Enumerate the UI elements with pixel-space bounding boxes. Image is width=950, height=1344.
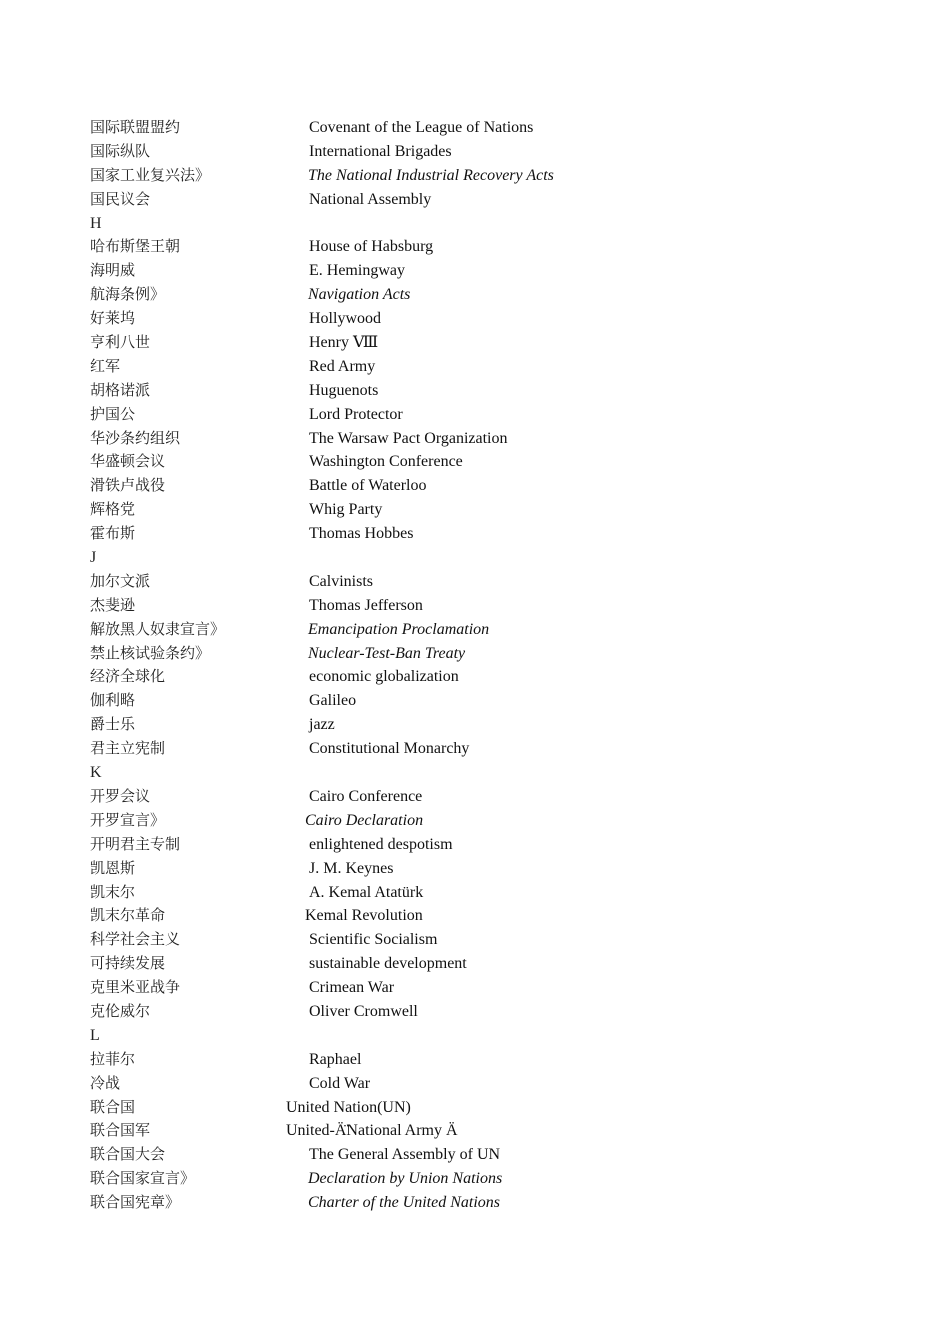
glossary-row — [90, 1191, 850, 1215]
chinese-term: 联合国 — [90, 1097, 136, 1116]
english-term: Declaration by Union Nations — [308, 1170, 503, 1188]
chinese-term: 开罗会议 — [90, 786, 151, 805]
english-term: Hollywood — [309, 310, 381, 328]
chinese-term: 拉菲尔 — [90, 1049, 136, 1068]
english-term: Navigation Acts — [308, 286, 411, 304]
chinese-term: 红军 — [90, 356, 121, 375]
chinese-term: 国家工业复兴法》 — [90, 165, 211, 184]
chinese-term: 经济全球化 — [90, 667, 166, 686]
chinese-term: 开罗宣言》 — [90, 810, 166, 829]
english-term: economic globalization — [309, 668, 459, 686]
section-letter-label: K — [90, 764, 102, 782]
chinese-term: 华沙条约组织 — [90, 428, 181, 447]
section-letter-label: J — [90, 549, 97, 567]
chinese-term: 加尔文派 — [90, 571, 151, 590]
english-term: The General Assembly of UN — [309, 1146, 501, 1164]
english-term: Oliver Cromwell — [309, 1002, 418, 1020]
chinese-term: 霍布斯 — [90, 524, 136, 543]
section-letter — [90, 212, 850, 236]
glossary-row — [90, 689, 850, 713]
glossary-row — [90, 642, 850, 666]
english-term: Crimean War — [309, 979, 395, 997]
chinese-term: 海明威 — [90, 261, 136, 280]
chinese-term: 好莱坞 — [90, 309, 136, 328]
glossary-row — [90, 570, 850, 594]
glossary-row — [90, 833, 850, 857]
chinese-term: 国际纵队 — [90, 141, 151, 160]
chinese-term: 哈布斯堡王朝 — [90, 237, 181, 256]
english-term: Calvinists — [309, 572, 374, 590]
chinese-term: 胡格诺派 — [90, 380, 151, 399]
glossary-row — [90, 952, 850, 976]
english-term: The National Industrial Recovery Acts — [308, 166, 554, 184]
english-term: enlightened despotism — [309, 835, 453, 853]
glossary-row — [90, 1072, 850, 1096]
chinese-term: 克伦威尔 — [90, 1001, 151, 1020]
chinese-term: 伽利略 — [90, 691, 136, 710]
chinese-term: 凯末尔革命 — [90, 906, 166, 925]
english-term: Covenant of the League of Nations — [309, 119, 534, 136]
glossary-row — [90, 594, 850, 618]
glossary-row — [90, 904, 850, 928]
chinese-term: 辉格党 — [90, 500, 136, 519]
glossary-row — [90, 188, 850, 212]
glossary-row — [90, 1167, 850, 1191]
glossary-row — [90, 403, 850, 427]
glossary-row — [90, 785, 850, 809]
glossary-row — [90, 1048, 850, 1072]
glossary-row — [90, 116, 850, 140]
english-term: The Warsaw Pact Organization — [309, 429, 508, 447]
english-term: A. Kemal Atatürk — [309, 883, 424, 901]
english-term: sustainable development — [309, 955, 467, 973]
english-term: House of Habsburg — [309, 238, 434, 256]
glossary-row — [90, 976, 850, 1000]
english-term: Washington Conference — [309, 453, 463, 471]
section-letter-label: L — [90, 1026, 100, 1044]
english-term: Huguenots — [309, 381, 379, 399]
glossary-row — [90, 737, 850, 761]
glossary-row — [90, 331, 850, 355]
glossary-row — [90, 355, 850, 379]
english-term: Thomas Hobbes — [309, 525, 414, 543]
chinese-term: 滑铁卢战役 — [90, 476, 166, 495]
english-term: jazz — [309, 716, 335, 734]
glossary-row — [90, 450, 850, 474]
chinese-term: 开明君主专制 — [90, 834, 181, 853]
section-letter — [90, 1024, 850, 1048]
chinese-term: 亨利八世 — [90, 333, 151, 352]
glossary-list — [90, 116, 850, 1215]
chinese-term: 航海条例》 — [90, 285, 166, 304]
chinese-term: 国际联盟盟约 — [90, 118, 181, 136]
english-term: Battle of Waterloo — [309, 477, 427, 495]
english-term: Cairo Declaration — [305, 811, 424, 829]
english-term: J. M. Keynes — [309, 859, 394, 877]
glossary-row — [90, 928, 850, 952]
english-term: Emancipation Proclamation — [308, 620, 490, 638]
english-term: Cold War — [309, 1074, 371, 1092]
english-term: International Brigades — [309, 142, 452, 160]
glossary-row — [90, 307, 850, 331]
glossary-row — [90, 1119, 850, 1143]
chinese-term: 联合国大会 — [90, 1145, 166, 1164]
glossary-row — [90, 809, 850, 833]
chinese-term: 联合国家宣言》 — [90, 1169, 196, 1188]
glossary-row — [90, 713, 850, 737]
chinese-term: 国民议会 — [90, 189, 151, 208]
chinese-term: 冷战 — [90, 1073, 121, 1092]
glossary-row — [90, 474, 850, 498]
chinese-term: 可持续发展 — [90, 954, 166, 973]
chinese-term: 爵士乐 — [90, 715, 136, 734]
chinese-term: 君主立宪制 — [90, 739, 166, 758]
english-term: Nuclear-Test-Ban Treaty — [308, 644, 466, 662]
english-term: Henry Ⅷ — [309, 334, 379, 352]
english-term: Constitutional Monarchy — [309, 740, 470, 758]
chinese-term: 联合国宪章》 — [90, 1193, 181, 1212]
english-term: Thomas Jefferson — [309, 596, 423, 614]
english-term: United Nation(UN) — [286, 1098, 411, 1116]
english-term: National Assembly — [309, 190, 432, 208]
glossary-row — [90, 283, 850, 307]
glossary-row — [90, 881, 850, 905]
chinese-term: 华盛顿会议 — [90, 452, 166, 471]
glossary-row — [90, 427, 850, 451]
glossary-row — [90, 498, 850, 522]
english-term: Whig Party — [309, 501, 383, 519]
glossary-row — [90, 1143, 850, 1167]
chinese-term: 禁止核试验条约》 — [90, 643, 211, 662]
glossary-row — [90, 857, 850, 881]
chinese-term: 杰斐逊 — [90, 595, 136, 614]
section-letter-label: H — [90, 214, 102, 232]
glossary-row — [90, 164, 850, 188]
chinese-term: 凯末尔 — [90, 882, 136, 901]
glossary-row — [90, 235, 850, 259]
english-term: Red Army — [309, 357, 376, 375]
english-term: E. Hemingway — [309, 262, 405, 280]
glossary-row — [90, 522, 850, 546]
english-term: Galileo — [309, 692, 357, 710]
glossary-row — [90, 140, 850, 164]
chinese-term: 解放黑人奴隶宣言》 — [90, 619, 226, 638]
english-term: Raphael — [309, 1050, 362, 1068]
english-term: Lord Protector — [309, 405, 403, 423]
chinese-term: 克里米亚战争 — [90, 978, 181, 997]
chinese-term: 科学社会主义 — [90, 930, 181, 949]
chinese-term: 凯恩斯 — [90, 858, 136, 877]
glossary-row — [90, 379, 850, 403]
english-term: Kemal Revolution — [305, 907, 423, 925]
english-term: Cairo Conference — [309, 787, 423, 805]
section-letter — [90, 546, 850, 570]
glossary-row — [90, 618, 850, 642]
english-term: Charter of the United Nations — [308, 1194, 500, 1212]
chinese-term: 护国公 — [90, 404, 136, 423]
english-term: Scientific Socialism — [309, 931, 438, 949]
glossary-row — [90, 259, 850, 283]
chinese-term: 联合国军 — [90, 1121, 151, 1140]
glossary-row — [90, 1000, 850, 1024]
glossary-row — [90, 1096, 850, 1120]
english-term: United-Ä̈National Army Ä — [286, 1122, 458, 1140]
glossary-row — [90, 665, 850, 689]
section-letter — [90, 761, 850, 785]
